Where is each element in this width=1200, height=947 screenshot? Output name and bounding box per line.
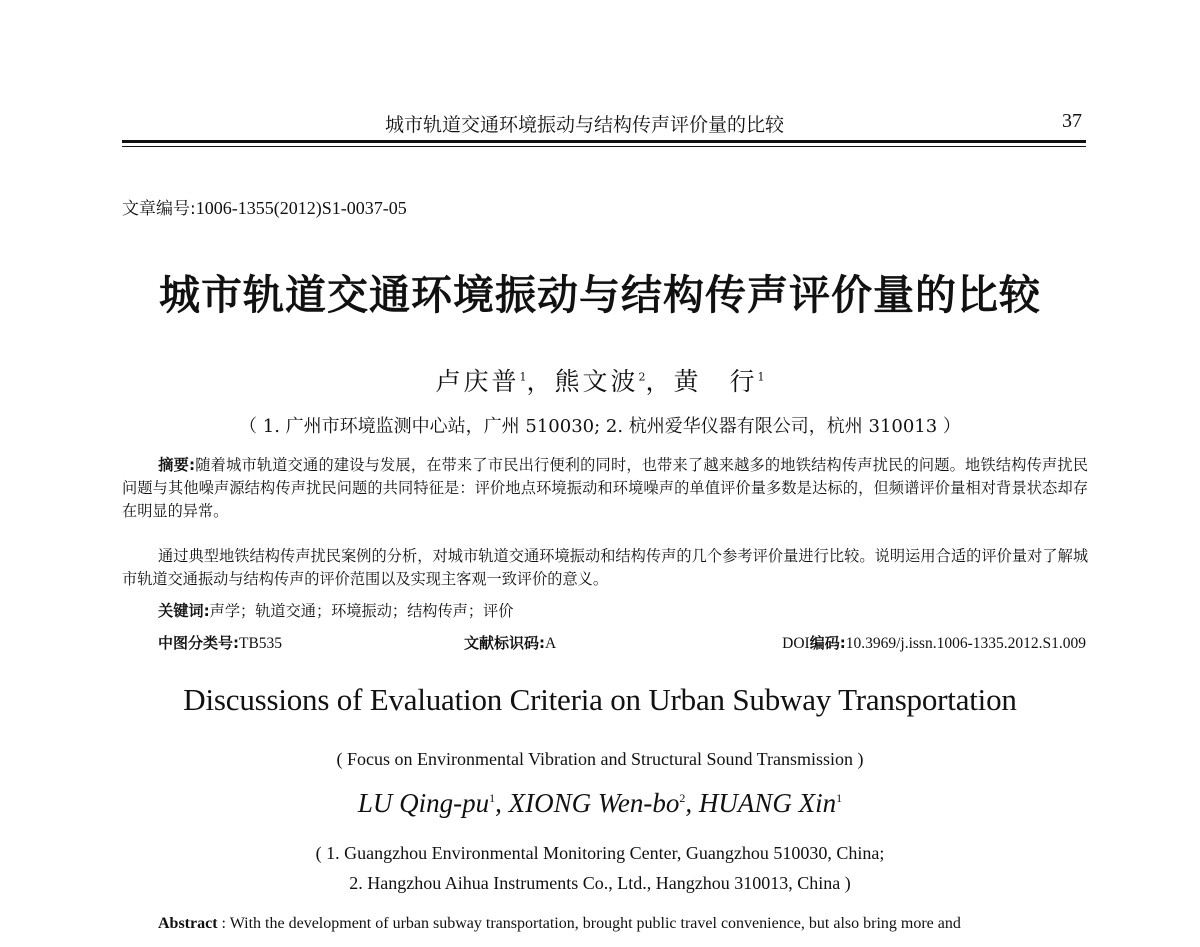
document-code: [464, 632, 556, 653]
article-number-value: 1006-1355(2012)S1-0037-05: [195, 198, 407, 218]
doc-code-value: A: [545, 635, 557, 652]
affiliations-cn: （ 1. 广州市环境监测中心站，广州 510030; 2. 杭州爱华仪器有限公司，杭州 310013 ）: [239, 416, 961, 437]
article-number: [122, 194, 407, 219]
header-rule-thick: [122, 140, 1086, 143]
author-cn-2-affil: 2: [638, 370, 646, 384]
keywords-cn-label: 关键词:: [158, 602, 210, 620]
author-cn-1-affil: 1: [519, 370, 527, 384]
running-title: 城市轨道交通环境振动与结构传声评价量的比较: [385, 114, 785, 136]
abstract-en-text: With the development of urban subway transportation, brought public travel convenience, but also bring more and: [229, 915, 961, 932]
abstract-en-label: Abstract: [158, 915, 218, 932]
author-cn-3-affil: 1: [757, 370, 765, 384]
author-cn-3: 黄 行: [673, 367, 758, 396]
affiliation-en-2: 2. Hangzhou Aihua Instruments Co., Ltd., Hangzhou 310013, China ): [349, 873, 851, 893]
clc-value: TB535: [239, 635, 283, 652]
header-rule-thin: [122, 146, 1086, 147]
author-en-3-affil: 1: [836, 791, 843, 805]
author-separator: ，: [645, 367, 674, 396]
abstract-cn-paragraph-1: [122, 454, 1088, 523]
doi-label: DOI: [782, 635, 810, 652]
abstract-cn-label: 摘要:: [158, 456, 196, 474]
author-en-1-affil: 1: [489, 791, 496, 805]
author-en-3: HUANG Xin: [698, 788, 837, 818]
authors-en: [0, 788, 1200, 819]
keywords-cn-value: 声学；轨道交通；环境振动；结构传声；评价: [209, 602, 514, 620]
classification-row: [158, 632, 1086, 654]
author-en-2: XIONG Wen-bo: [508, 788, 680, 818]
clc-label: 中图分类号:: [158, 634, 239, 652]
doi-code-label: 编码:: [809, 634, 846, 652]
authors-cn: [0, 362, 1200, 398]
abstract-en-colon: :: [217, 915, 230, 932]
author-cn-1: 卢庆普: [435, 367, 520, 396]
abstract-cn-text-2: 通过典型地铁结构传声扰民案例的分析，对城市轨道交通环境振动和结构传声的几个参考评价量进行比较。说明运用合适的评价量对了解城市轨道交通振动与结构传声的评价范围以及实现主客观一致评价的意义。: [122, 547, 1088, 588]
keywords-cn: [158, 600, 513, 621]
article-number-label: 文章编号:: [122, 199, 196, 219]
abstract-cn-text-1: 随着城市轨道交通的建设与发展，在带来了市民出行便利的同时，也带来了越来越多的地铁结构传声扰民的问题。地铁结构传声扰民问题与其他噪声源结构传声扰民问题的共同特征是：评价地点环境振动和环境噪声的单值评价量多数是达标的，但频谱评价量相对背景状态却存在明显的异常。: [122, 456, 1089, 520]
author-separator: ，: [526, 367, 555, 396]
clc-number: [158, 632, 282, 653]
doi-value: 10.3969/j.issn.1006-1335.2012.S1.009: [845, 635, 1086, 652]
abstract-cn-paragraph-2: [122, 545, 1088, 591]
affiliation-en-1: ( 1. Guangzhou Environmental Monitoring Center, Guangzhou 510030, China;: [315, 843, 885, 863]
author-en-1: LU Qing-pu: [357, 788, 490, 818]
doc-code-label: 文献标识码:: [464, 634, 545, 652]
paper-subtitle-en: ( Focus on Environmental Vibration and Structural Sound Transmission ): [336, 749, 864, 769]
page-number: 37: [1062, 110, 1082, 132]
doi: [782, 632, 1086, 653]
author-cn-2: 熊文波: [554, 367, 639, 396]
author-separator-en: ,: [685, 788, 693, 818]
paper-title-en: Discussions of Evaluation Criteria on Urban Subway Transportation: [183, 682, 1017, 717]
paper-title-cn: 城市轨道交通环境振动与结构传声评价量的比较: [159, 271, 1041, 319]
author-separator-en: ,: [495, 788, 502, 818]
abstract-en: [158, 915, 961, 933]
author-en-2-affil: 2: [679, 791, 686, 805]
